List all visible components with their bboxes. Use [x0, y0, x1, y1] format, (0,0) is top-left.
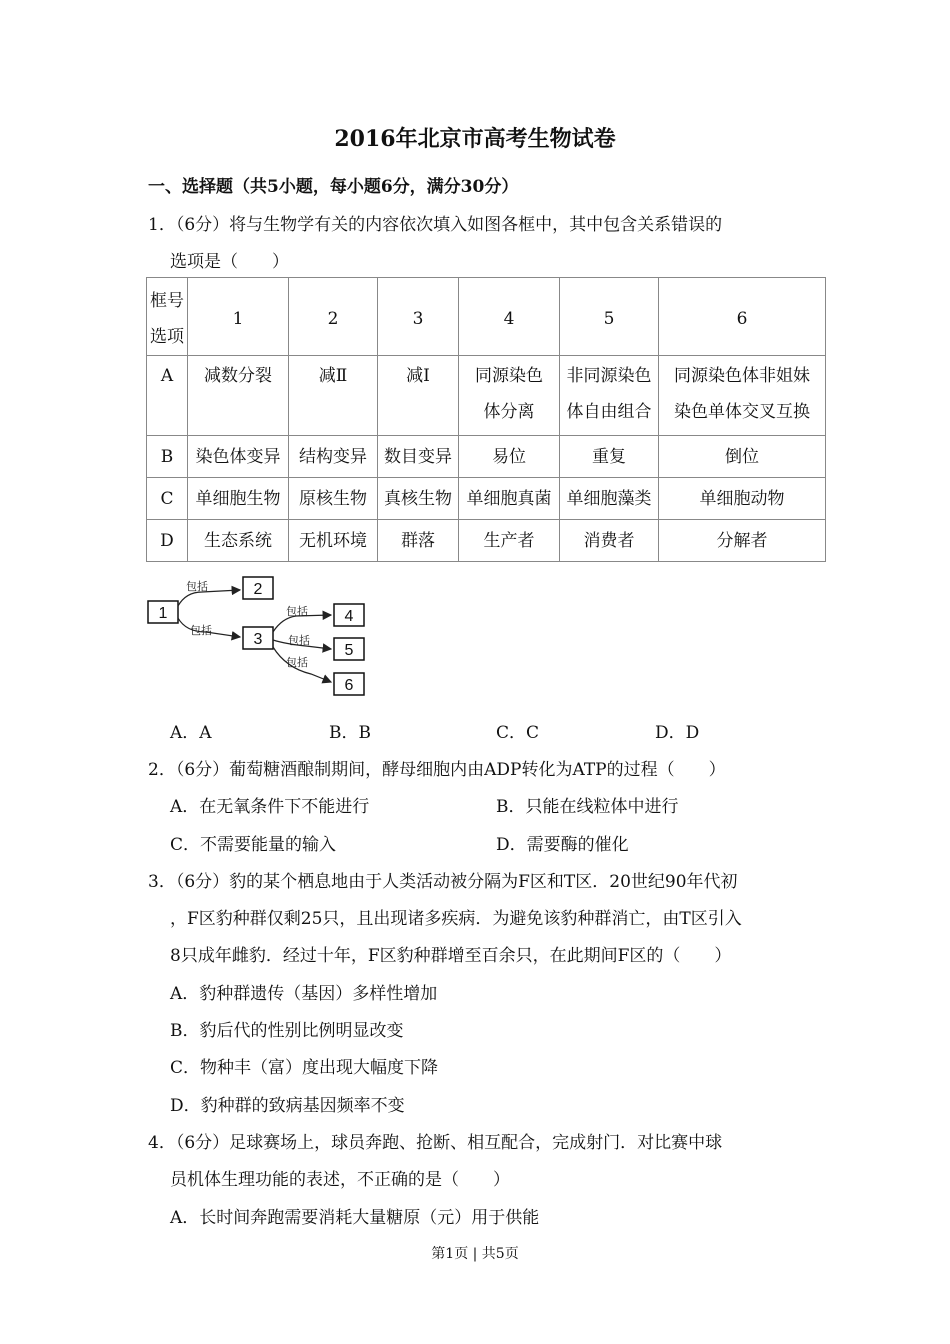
table-cell: 数目变异 [378, 436, 459, 478]
table-cell: 无机环境 [289, 520, 378, 562]
table-cell: 染色体变异 [188, 436, 289, 478]
table-header-1: 1 [188, 278, 289, 356]
box-3-label: 3 [253, 631, 263, 648]
q3-stem-line3: 8只成年雌豹．经过十年，F区豹种群增至百余只，在此期间F区的（ ） [170, 946, 732, 966]
q2-option-d[interactable]: D．需要酶的催化 [496, 835, 629, 855]
table-cell: 倒位 [659, 436, 826, 478]
cell-line: 染色单体交叉互换 [674, 402, 810, 422]
inclusion-diagram [146, 574, 376, 700]
q3-option-d[interactable]: D．豹种群的致病基因频率不变 [170, 1096, 405, 1116]
table-row-b [147, 436, 826, 478]
table-cell: 真核生物 [378, 478, 459, 520]
q1-stem-line1: 1．（6分）将与生物学有关的内容依次填入如图各框中，其中包含关系错误的 [148, 215, 723, 235]
cell-line: 体分离 [483, 402, 535, 422]
section-heading: 一、选择题（共5小题，每小题6分，满分30分） [148, 177, 519, 197]
table-header-6: 6 [659, 278, 826, 356]
q4-option-a[interactable]: A．长时间奔跑需要消耗大量糖原（元）用于供能 [170, 1208, 540, 1228]
row-label: A [147, 356, 188, 436]
page-title: 2016年北京市高考生物试卷 [334, 126, 616, 152]
row-label: D [147, 520, 188, 562]
table-header-2: 2 [289, 278, 378, 356]
q3-stem-line2: ，F区豹种群仅剩25只，且出现诸多疾病．为避免该豹种群消亡，由T区引入 [170, 909, 742, 929]
table-cell: 减Ⅰ [378, 356, 459, 436]
arrow-label: 包括 [186, 580, 208, 593]
row-label: B [147, 436, 188, 478]
table-cell: 分解者 [659, 520, 826, 562]
table-cell: 单细胞藻类 [560, 478, 659, 520]
table-cell: 重复 [560, 436, 659, 478]
arrow-label: 包括 [288, 634, 310, 647]
arrow-label: 包括 [190, 624, 212, 637]
q1-option-d[interactable]: D．D [655, 723, 700, 743]
q1-option-a[interactable]: A．A [170, 723, 212, 743]
q2-option-b[interactable]: B．只能在线粒体中进行 [496, 797, 679, 817]
box-1-label: 1 [158, 605, 168, 622]
table-cell: 减Ⅱ [289, 356, 378, 436]
table-cell [560, 356, 659, 436]
row-label: C [147, 478, 188, 520]
page-footer: 第1页 | 共5页 [431, 1246, 519, 1262]
table-cell: 生态系统 [188, 520, 289, 562]
q4-stem-line1: 4．（6分）足球赛场上，球员奔跑、抢断、相互配合，完成射门．对比赛中球 [148, 1133, 723, 1153]
q1-option-c[interactable]: C．C [496, 723, 540, 743]
arrow-label: 包括 [286, 605, 308, 618]
cell-line: 体自由组合 [566, 402, 652, 422]
arrow-label: 包括 [286, 656, 308, 669]
table-header-4: 4 [459, 278, 560, 356]
q1-option-b[interactable]: B．B [329, 723, 371, 743]
table-row-d [147, 520, 826, 562]
corner-bottom-label: 选项 [150, 326, 184, 347]
q1-table [146, 277, 826, 562]
q2-option-c[interactable]: C．不需要能量的输入 [170, 835, 337, 855]
table-corner-cell [147, 278, 188, 356]
q1-stem-line2: 选项是（ ） [170, 252, 289, 272]
table-cell [659, 356, 826, 436]
q2-stem: 2．（6分）葡萄糖酒酿制期间，酵母细胞内由ADP转化为ATP的过程（ ） [148, 760, 726, 780]
table-cell: 单细胞动物 [659, 478, 826, 520]
table-row-a [147, 356, 826, 436]
table-header-5: 5 [560, 278, 659, 356]
box-4-label: 4 [344, 608, 354, 625]
table-cell: 单细胞真菌 [459, 478, 560, 520]
table-cell: 单细胞生物 [188, 478, 289, 520]
q3-option-c[interactable]: C．物种丰（富）度出现大幅度下降 [170, 1058, 439, 1078]
q3-option-b[interactable]: B．豹后代的性别比例明显改变 [170, 1021, 404, 1041]
cell-line: 同源染色 [475, 366, 543, 386]
box-5-label: 5 [344, 642, 354, 659]
q3-option-a[interactable]: A．豹种群遗传（基因）多样性增加 [170, 984, 438, 1004]
table-cell: 原核生物 [289, 478, 378, 520]
corner-top-label: 框号 [150, 290, 184, 311]
table-cell: 生产者 [459, 520, 560, 562]
table-row-c [147, 478, 826, 520]
q3-stem-line1: 3．（6分）豹的某个栖息地由于人类活动被分隔为F区和T区．20世纪90年代初 [148, 872, 738, 892]
table-cell: 减数分裂 [188, 356, 289, 436]
table-cell: 结构变异 [289, 436, 378, 478]
cell-line: 非同源染色 [566, 366, 652, 386]
table-cell: 消费者 [560, 520, 659, 562]
table-header-3: 3 [378, 278, 459, 356]
q4-stem-line2: 员机体生理功能的表述，不正确的是（ ） [170, 1170, 510, 1190]
box-2-label: 2 [253, 581, 263, 598]
table-cell: 易位 [459, 436, 560, 478]
box-6-label: 6 [344, 677, 354, 694]
table-cell: 群落 [378, 520, 459, 562]
q2-option-a[interactable]: A．在无氧条件下不能进行 [170, 797, 370, 817]
table-cell [459, 356, 560, 436]
cell-line: 同源染色体非姐妹 [674, 366, 810, 386]
